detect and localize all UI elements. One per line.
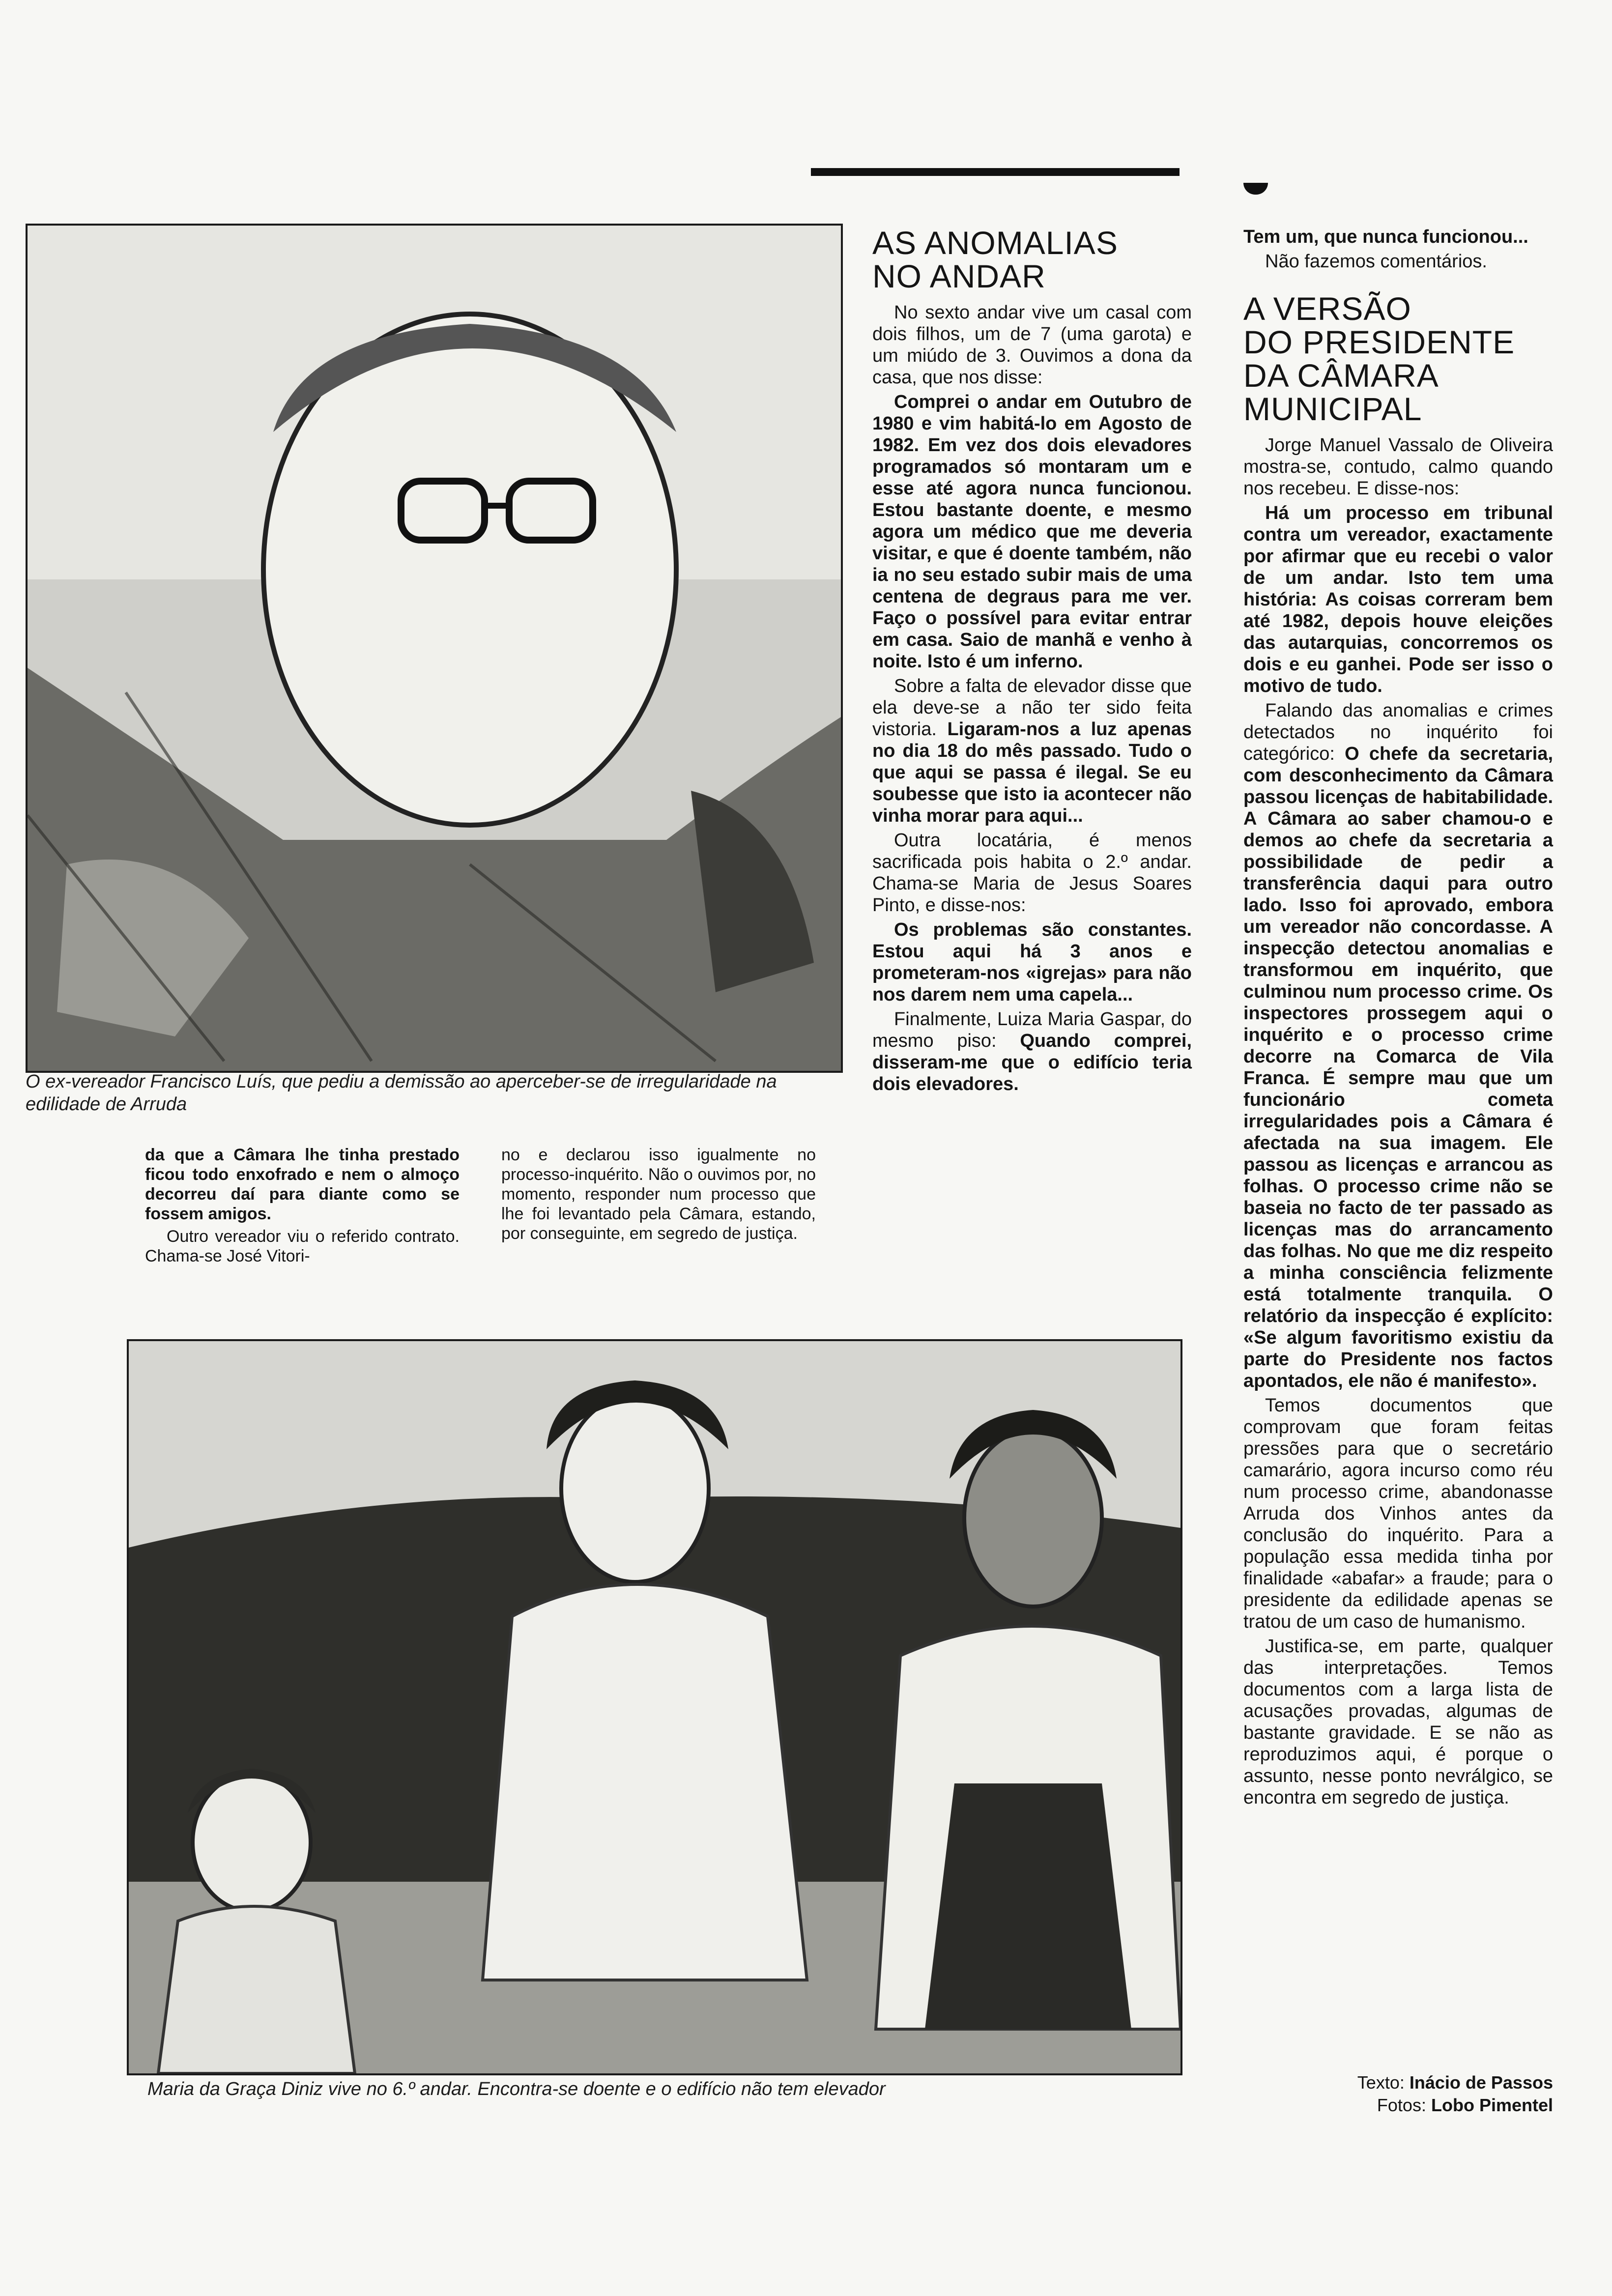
credits — [1219, 2071, 1553, 2117]
photo-ex-vereador-caption — [26, 1070, 841, 1116]
anomalias-paragraph-3-quote: Ligaram-nos a luz apenas no dia 18 do mês passado. Tudo o que aqui se passa é ilegal. Se eu soubesse que isto ia acontecer não vinha morar para aqui... — [872, 719, 1192, 826]
column-anomalias — [872, 226, 1192, 1098]
photo-maria-graca-diniz — [127, 1339, 1182, 2075]
versao-paragraph-5: Justifica-se, em parte, qualquer das interpretações. Temos documentos com a larga lista de acusações provadas, algumas de bastante gravidade. E se não as reproduzimos aqui, é porque o assunto, nesse ponto nevrálgico, se encontra em segredo de justiça. — [1243, 1636, 1553, 1808]
right-top-quote: Tem um, que nunca funcionou... — [1243, 227, 1528, 247]
anomalias-paragraph-6 — [872, 1008, 1192, 1095]
credit-photos-label: Fotos: — [1377, 2095, 1426, 2115]
versao-paragraph-3 — [1243, 700, 1553, 1392]
middle-b-paragraph-1: no e declarou isso igualmente no processo-inquérito. Não o ouvimos por, no momento, responder num processo que lhe foi levantado pela Câmara, estando, por conseguinte, em segredo de justiça. — [501, 1146, 816, 1243]
column-versao — [1243, 226, 1553, 1811]
column-middle-a — [145, 1145, 460, 1269]
anomalias-paragraph-2: Comprei o andar em Outubro de 1980 e vim habitá-lo em Agosto de 1982. Em vez dos dois elevadores programados só montaram um e esse até agora nunca funcionou. Estou bastante doente, e mesmo agora um médico que me deveria visitar, e que é doente também, não ia no seu estado subir mais de uma centena de degraus para me ver. Faço o possível para evitar entrar em casa. Saio de manhã e venho à noite. Isto é um inferno. — [872, 392, 1192, 672]
top-rule — [811, 168, 1180, 176]
anomalias-paragraph-6-text: Finalmente, Luiza Maria Gaspar, do mesmo piso: — [872, 1009, 1192, 1051]
heading-versao-line1: A VERSÃO — [1243, 290, 1411, 327]
anomalias-paragraph-3-text: Sobre a falta de elevador disse que ela deve-se a não ter sido feita vistoria. — [872, 676, 1192, 740]
column-middle-b — [501, 1145, 816, 1246]
anomalias-paragraph-4: Outra locatária, é menos sacrificada pois habita o 2.º andar. Chama-se Maria de Jesus Soares Pinto, e disse-nos: — [872, 830, 1192, 916]
photo-maria-graca-diniz-caption-text: Maria da Graça Diniz vive no 6.º andar. Encontra-se doente e o edifício não tem elevador — [147, 2079, 886, 2099]
right-top-reply: Não fazemos comentários. — [1265, 251, 1487, 272]
heading-versao-line3: DA CÂMARA — [1243, 357, 1439, 394]
anomalias-paragraph-3 — [872, 675, 1192, 827]
anomalias-paragraph-6-quote: Quando comprei, disseram-me que o edifício teria dois elevadores. — [872, 1031, 1192, 1094]
top-right-mark — [1243, 183, 1268, 195]
versao-paragraph-3-quote: O chefe da secretaria, com desconhecimento da Câmara passou licenças de habitabilidade. A Câmara ao saber chamou-o e demos ao chefe da secretaria a possibilidade de pedir a transferência daqui para outro lado. Isso foi aprovado, embora um vereador não concordasse. A inspecção detectou anomalias e transformou em inquérito, que culminou num processo crime. Os inspectores prossegem aqui o inquérito e o processo crime decorre na Comarca de Vila Franca. É sempre mau que um funcionário cometa irregularidades pois a Câmara é afectada na sua imagem. Ele passou as licenças e arrancou as folhas. O processo crime não se baseia no facto de ter passado as licenças mas do arrancamento das folhas. No que me diz respeito a minha consciência felizmente está totalmente tranquila. O relatório da inspecção é explícito: «Se algum favoritismo existiu da parte do Presidente nos factos apontados, ele não é manifesto». — [1243, 744, 1553, 1391]
heading-versao — [1243, 292, 1553, 426]
photo-ex-vereador-image — [28, 226, 841, 1071]
credit-photos-author: Lobo Pimentel — [1431, 2095, 1553, 2115]
heading-versao-line4: MUNICIPAL — [1243, 391, 1422, 427]
credit-text-author: Inácio de Passos — [1409, 2072, 1553, 2093]
photo-ex-vereador-caption-text: O ex-vereador Francisco Luís, que pediu a demissão ao aperceber-se de irregularidade na edilidade de Arruda — [26, 1071, 777, 1115]
heading-anomalias-line2: NO ANDAR — [872, 258, 1046, 294]
photo-maria-graca-diniz-image — [129, 1341, 1180, 2073]
middle-a-paragraph-2: Outro vereador viu o referido contrato. Chama-se José Vitori- — [145, 1227, 460, 1265]
credit-text-label: Texto: — [1357, 2072, 1405, 2093]
heading-versao-line2: DO PRESIDENTE — [1243, 324, 1515, 360]
heading-anomalias — [872, 226, 1192, 293]
credit-text — [1219, 2071, 1553, 2094]
versao-paragraph-3-text: Falando das anomalias e crimes detectados no inquérito foi categórico: — [1243, 700, 1553, 764]
heading-anomalias-line1: AS ANOMALIAS — [872, 225, 1118, 261]
versao-paragraph-4: Temos documentos que comprovam que foram feitas pressões para que o secretário camarário, agora incurso como réu num processo crime, abandonasse Arruda dos Vinhos antes da conclusão do inquérito. Para a população essa medida tinha por finalidade «abafar» a fraude; para o presidente da edilidade apenas se tratou de um caso de humanismo. — [1243, 1395, 1553, 1632]
anomalias-paragraph-5: Os problemas são constantes. Estou aqui há 3 anos e prometeram-nos «igrejas» para não nos darem nem uma capela... — [872, 919, 1192, 1005]
photo-maria-graca-diniz-caption — [147, 2078, 1204, 2100]
credit-photos — [1219, 2094, 1553, 2117]
middle-a-paragraph-1: da que a Câmara lhe tinha prestado ficou todo enxofrado e nem o almoço decorreu daí para diante como se fossem amigos. — [145, 1146, 460, 1223]
anomalias-paragraph-1: No sexto andar vive um casal com dois filhos, um de 7 (uma garota) e um miúdo de 3. Ouvimos a dona da casa, que nos disse: — [872, 302, 1192, 388]
photo-ex-vereador — [26, 224, 843, 1073]
versao-paragraph-1: Jorge Manuel Vassalo de Oliveira mostra-se, contudo, calmo quando nos recebeu. E disse-nos: — [1243, 435, 1553, 499]
versao-paragraph-2: Há um processo em tribunal contra um vereador, exactamente por afirmar que eu recebi o valor de um andar. Isto tem uma história: As coisas correram bem até 1982, depois houve eleições das autarquias, concorremos os dois e eu ganhei. Pode ser isso o motivo de tudo. — [1243, 503, 1553, 696]
